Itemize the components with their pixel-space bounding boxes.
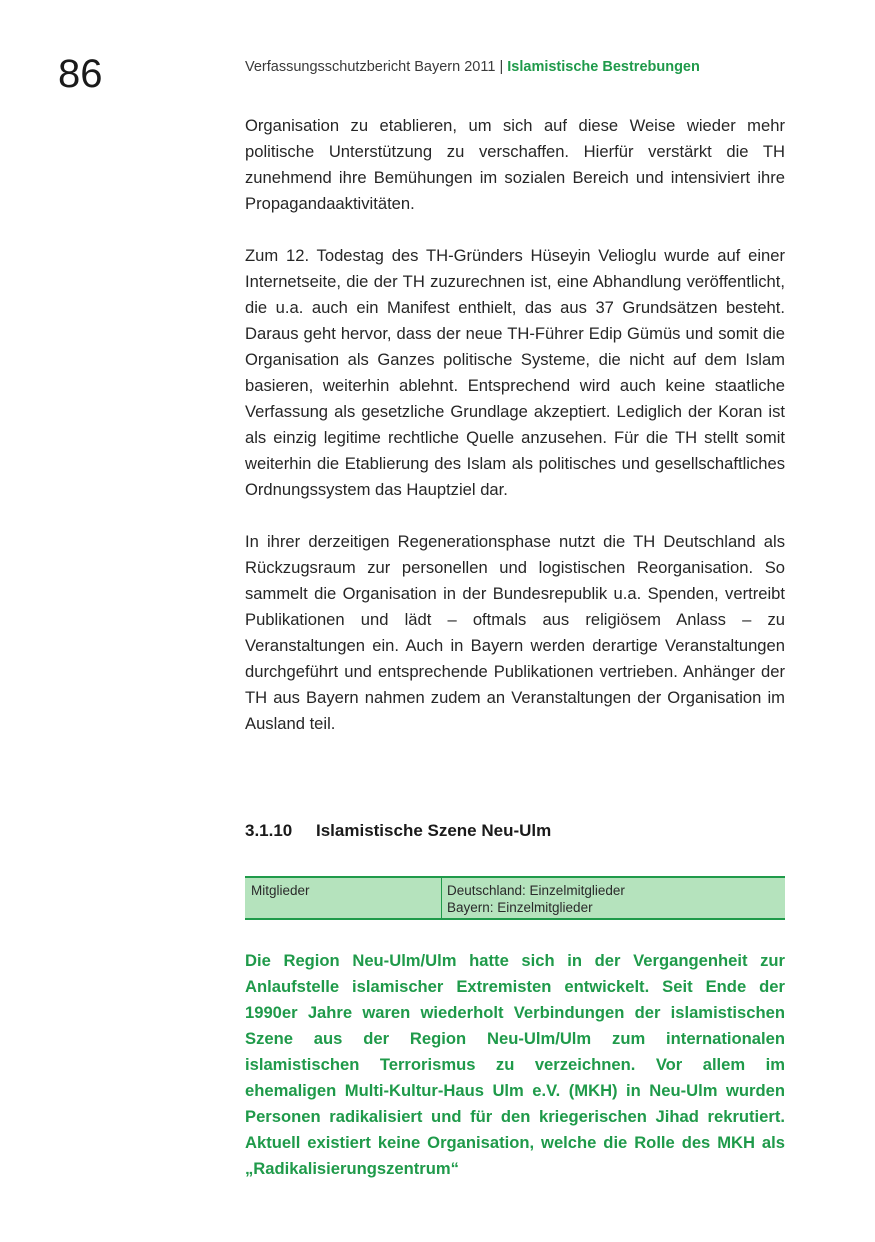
- members-label: Mitglieder: [245, 878, 442, 918]
- section-summary: Die Region Neu-Ulm/Ulm hatte sich in der Vergangenheit zur Anlaufstelle islamischer Extremisten entwickelt. Seit Ende der 1990er Jahre waren wiederholt Verbindungen der islamistischen Szene aus der Region Neu-Ulm/Ulm zum internationalen islamistischen Terrorismus zu verzeichnen. Vor allem im ehemaligen Multi-Kultur-Haus Ulm e.V. (MKH) in Neu-Ulm wurden Personen radikalisiert und für den kriegerischen Jihad rekrutiert. Aktuell existiert keine Organisation, welche die Rolle des MKH als „Radikalisierungszentrum“: [245, 951, 785, 1178]
- section-heading: [245, 819, 551, 843]
- members-values: [442, 878, 625, 918]
- body-text: [245, 113, 785, 737]
- paragraph: In ihrer derzeitigen Regenerationsphase nutzt die TH Deutschland als Rückzugsraum zur personellen und logistischen Reorganisation. So sammelt die Organisation in der Bundesrepublik u.a. Spenden, vertreibt Publikationen und lädt – oftmals aus religiösem Anlass – zu Veranstaltungen ein. Auch in Bayern werden derartige Veranstaltungen durchgeführt und entsprechende Publikationen vertrieben. Anhänger der TH aus Bayern nahmen zudem an Veranstaltungen der Organisation im Ausland teil.: [245, 532, 785, 733]
- section-number: 3.1.10: [245, 821, 293, 840]
- members-value-bavaria: Bayern: Einzelmitglieder: [447, 900, 593, 915]
- paragraph: Organisation zu etablieren, um sich auf diese Weise wieder mehr politische Unterstützung zu verschaffen. Hierfür verstärkt die TH zunehmend ihre Bemühungen im sozialen Bereich und intensiviert ihre Propagandaaktivitäten.: [245, 116, 785, 213]
- members-table: [245, 876, 785, 920]
- running-head-section: Islamistische Bestrebungen: [507, 59, 700, 75]
- running-head: [245, 57, 700, 77]
- section-title: Islamistische Szene Neu-Ulm: [316, 821, 552, 840]
- running-head-separator: |: [499, 59, 504, 75]
- page-number: 86: [58, 52, 103, 96]
- running-head-publication: Verfassungsschutzbericht Bayern 2011: [245, 59, 496, 75]
- members-value-germany: Deutschland: Einzelmitglieder: [447, 883, 625, 898]
- paragraph: Zum 12. Todestag des TH-Gründers Hüseyin Velioglu wurde auf einer Internetseite, die der TH zuzurechnen ist, eine Abhandlung veröffentlicht, die u.a. auch ein Manifest enthielt, das aus 37 Grundsätzen besteht. Daraus geht hervor, dass der neue TH-Führer Edip Gümüs und somit die Organisation als Ganzes politische Systeme, die nicht auf dem Islam basieren, weiterhin ablehnt. Entsprechend wird auch keine staatliche Verfassung als gesetzliche Grundlage akzeptiert. Lediglich der Koran ist als einzig legitime rechtliche Quelle anzusehen. Für die TH stellt somit weiterhin die Etablierung des Islam als politisches und gesellschaftliches Ordnungssystem das Hauptziel dar.: [245, 246, 785, 499]
